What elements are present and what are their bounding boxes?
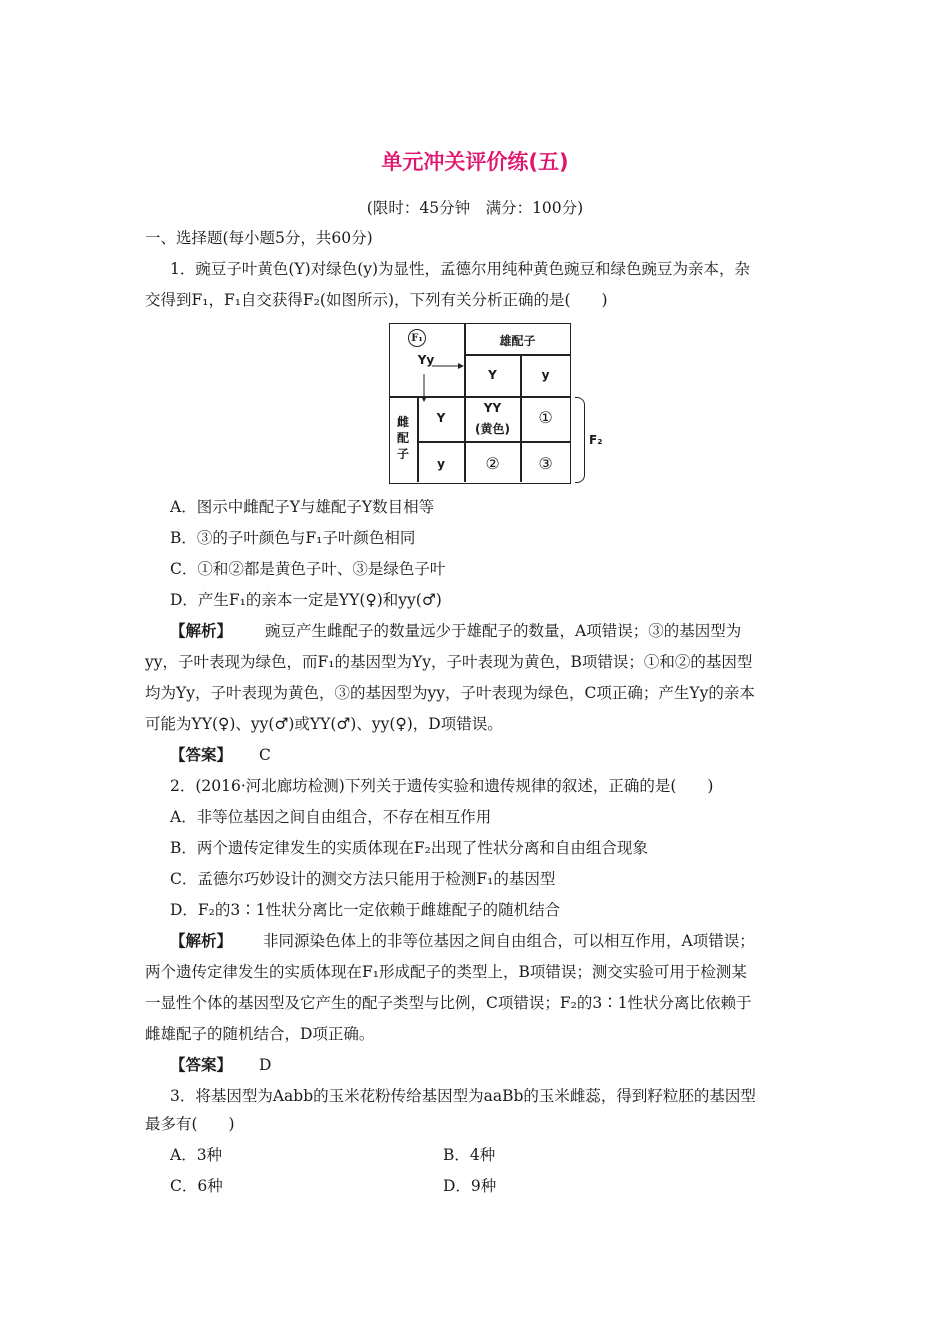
- f1-genotype: Yy: [417, 353, 435, 367]
- arrows-diagram: [418, 360, 464, 406]
- q1-analysis-line2: yy，子叶表现为绿色，而F₁的基因型为Yy，子叶表现为黄色，B项错误；①和②的基因型: [145, 653, 753, 671]
- q2-option-a: A．非等位基因之间自由组合，不存在相互作用: [170, 808, 492, 826]
- page-title: 单元冲关评价练(五): [381, 150, 569, 174]
- q1-answer-label: 【答案】: [170, 745, 233, 764]
- q3-stem-line2: 最多有( ): [145, 1115, 235, 1133]
- q3-option-a: A．3种: [170, 1146, 223, 1164]
- male-gamete-Y: Y: [488, 368, 497, 382]
- section-heading: 一、选择题(每小题5分，共60分): [145, 229, 373, 247]
- q1-answer: C: [259, 746, 271, 764]
- female-gamete-Y: Y: [436, 411, 446, 425]
- q2-analysis-line1: 非同源染色体上的非等位基因之间自由组合，可以相互作用，A项错误；: [263, 932, 755, 950]
- cell-3: ③: [538, 454, 553, 473]
- female-gamete-y: y: [437, 457, 445, 471]
- cell-1: ①: [538, 408, 553, 427]
- cell-YY-color: (黄色): [475, 422, 510, 436]
- q1-option-d: D．产生F₁的亲本一定是YY(♀)和yy(♂): [170, 591, 442, 609]
- male-gametes-header: 雄配子: [499, 334, 536, 348]
- f1-circle: F₁: [408, 329, 426, 347]
- f2-label: F₂: [589, 433, 603, 447]
- q1-option-b: B．③的子叶颜色与F₁子叶颜色相同: [170, 529, 416, 547]
- male-gamete-y: y: [541, 368, 550, 382]
- time-limit: (限时：45分钟 满分：100分): [366, 199, 584, 217]
- q3-stem-line1: 3．将基因型为Aabb的玉米花粉传给基因型为aaBb的玉米雌蕊，得到籽粒胚的基因型: [170, 1087, 756, 1105]
- q1-analysis-line4: 可能为YY(♀)、yy(♂)或YY(♂)、yy(♀)，D项错误。: [145, 715, 503, 733]
- q2-option-b: B．两个遗传定律发生的实质体现在F₂出现了性状分离和自由组合现象: [170, 839, 648, 857]
- q1-stem-line1: 1．豌豆子叶黄色(Y)对绿色(y)为显性，孟德尔用纯种黄色豌豆和绿色豌豆为亲本，杂: [170, 260, 751, 278]
- q1-stem-line2: 交得到F₁，F₁自交获得F₂(如图所示)，下列有关分析正确的是( ): [145, 291, 608, 309]
- q2-answer: D: [259, 1056, 272, 1074]
- q3-option-c: C．6种: [170, 1177, 223, 1195]
- q1-analysis-line3: 均为Yy，子叶表现为黄色，③的基因型为yy，子叶表现为绿色，C项正确；产生Yy的亲本: [145, 684, 755, 702]
- q2-analysis-line2: 两个遗传定律发生的实质体现在F₁形成配子的类型上，B项错误；测交实验可用于检测某: [145, 963, 747, 981]
- q1-option-c: C．①和②都是黄色子叶、③是绿色子叶: [170, 560, 446, 578]
- q2-answer-label: 【答案】: [170, 1055, 233, 1074]
- punnett-square: [389, 323, 571, 484]
- q2-stem: 2．(2016·河北廊坊检测)下列关于遗传实验和遗传规律的叙述，正确的是( ): [170, 777, 714, 795]
- q2-option-d: D．F₂的3∶1性状分离比一定依赖于雌雄配子的随机结合: [170, 901, 561, 919]
- q2-analysis-line3: 一显性个体的基因型及它产生的配子类型与比例，C项错误；F₂的3∶1性状分离比依赖于: [145, 994, 752, 1012]
- q1-option-a: A．图示中雌配子Y与雄配子Y数目相等: [170, 498, 435, 516]
- q2-option-c: C．孟德尔巧妙设计的测交方法只能用于检测F₁的基因型: [170, 870, 556, 888]
- q1-analysis-label: 【解析】: [170, 621, 233, 640]
- q2-analysis-label: 【解析】: [170, 931, 233, 950]
- female-gametes-label: 雌配子: [396, 415, 409, 461]
- cell-YY: YY: [483, 401, 502, 415]
- cell-2: ②: [485, 454, 500, 473]
- q3-option-d: D．9种: [443, 1177, 497, 1195]
- q3-option-b: B．4种: [443, 1146, 496, 1164]
- q2-analysis-line4: 雌雄配子的随机结合，D项正确。: [145, 1025, 375, 1043]
- q1-analysis-line1: 豌豆产生雌配子的数量远少于雄配子的数量，A项错误；③的基因型为: [265, 622, 742, 640]
- f2-brace: [575, 397, 585, 483]
